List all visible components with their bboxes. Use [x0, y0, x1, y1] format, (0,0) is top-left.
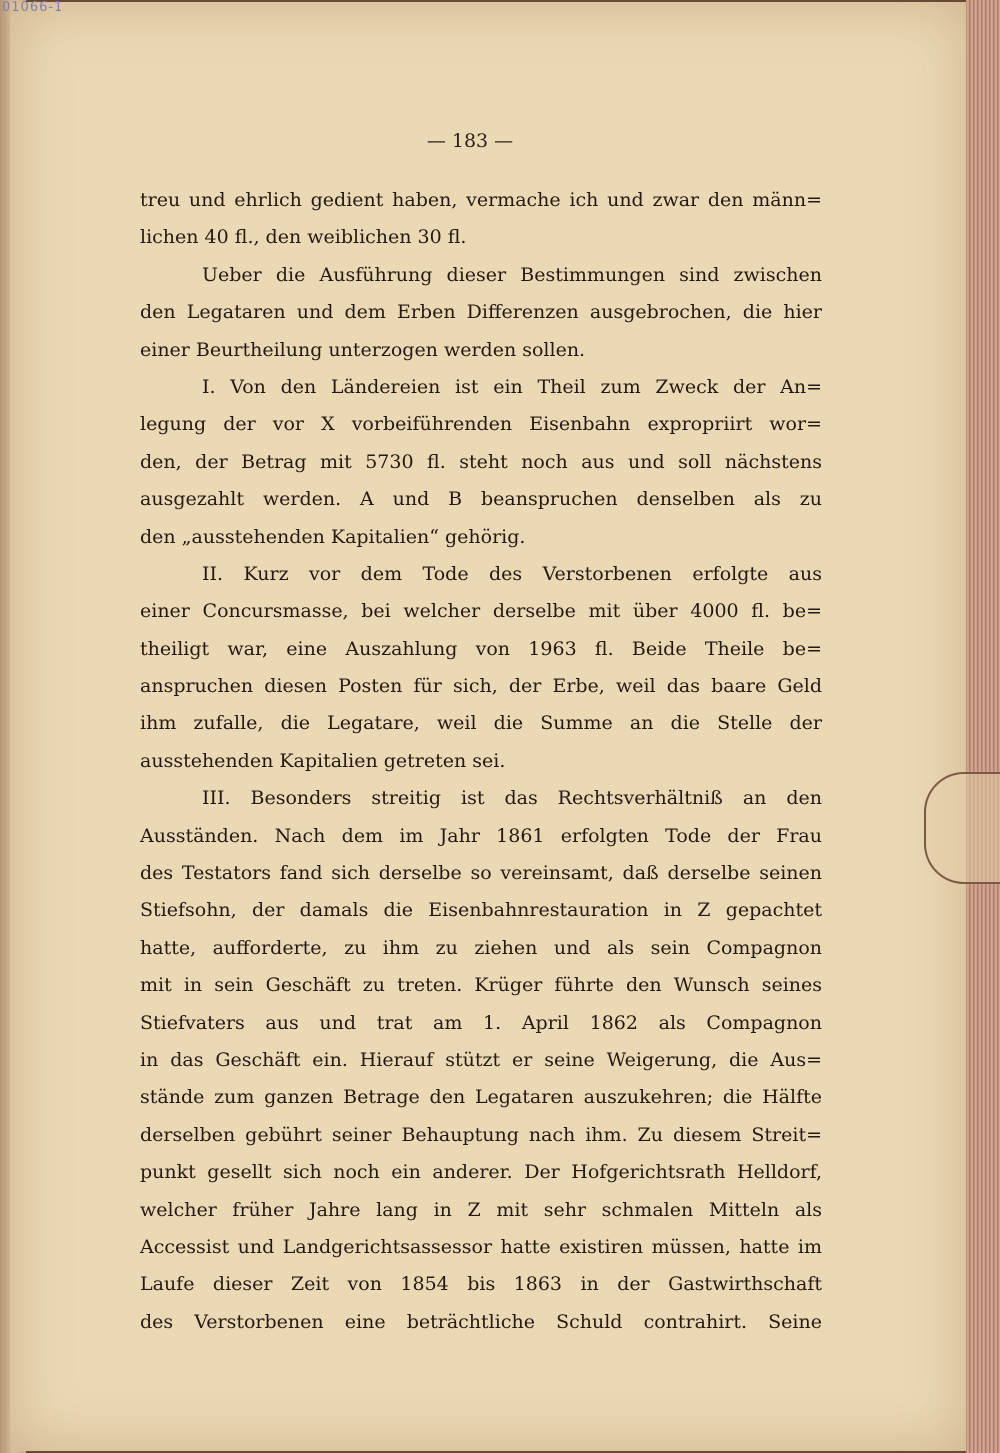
text-line: den „ausstehenden Kapitalien“ gehörig. [140, 525, 526, 548]
text-line: einer Concursmasse, bei welcher derselbe mit über 4000 fl. be= [140, 600, 822, 623]
text-line: Stiefvaters aus und trat am 1. April 1862 als Compagnon [140, 1011, 822, 1034]
text-line: des Testators fand sich derselbe so vereinsamt, daß derselbe seinen [140, 862, 822, 885]
text-line: anspruchen diesen Posten für sich, der Erbe, weil das baare Geld [140, 675, 822, 698]
text-line: in das Geschäft ein. Hierauf stützt er seine Weigerung, die Aus= [140, 1048, 822, 1071]
text-line: treu und ehrlich gedient haben, vermache ich und zwar den männ= [140, 189, 822, 211]
text-line: lichen 40 fl., den weiblichen 30 fl. [140, 226, 467, 249]
text-line: hatte, aufforderte, zu ihm zu ziehen und als sein Compagnon [140, 936, 822, 959]
text-line: einer Beurtheilung unterzogen werden sollen. [140, 338, 586, 361]
text-line: theiligt war, eine Auszahlung von 1963 fl. Beide Theile be= [140, 637, 822, 660]
text-line: Stiefsohn, der damals die Eisenbahnrestauration in Z gepachtet [140, 899, 822, 922]
page-number: — 183 — [426, 130, 514, 152]
text-line: Ausständen. Nach dem im Jahr 1861 erfolgten Tode der Frau [140, 824, 822, 847]
text-line: mit in sein Geschäft zu treten. Krüger führte den Wunsch seines [140, 974, 822, 997]
text-line: ihm zufalle, die Legatare, weil die Summe an die Stelle der [140, 712, 822, 735]
catalog-mark: 01066-1 [2, 0, 64, 15]
page-clip [924, 772, 1000, 884]
text-line: Ueber die Ausführung dieser Bestimmungen sind zwischen [202, 263, 822, 286]
text-line: derselben gebührt seiner Behauptung nach ihm. Zu diesem Streit= [140, 1123, 822, 1146]
text-line: Laufe dieser Zeit von 1854 bis 1863 in der Gastwirthschaft [140, 1273, 822, 1296]
page-edge [966, 0, 1000, 1453]
text-line: punkt gesellt sich noch ein anderer. Der Hofgerichtsrath Helldorf, [140, 1161, 822, 1184]
text-line: ausstehenden Kapitalien getreten sei. [140, 749, 506, 772]
text-line: welcher früher Jahre lang in Z mit sehr schmalen Mitteln als [140, 1198, 822, 1221]
text-line: Accessist und Landgerichtsassessor hatte existiren müssen, hatte im [140, 1235, 822, 1258]
text-line: den Legataren und dem Erben Differenzen ausgebrochen, die hier [140, 301, 822, 324]
text-line: des Verstorbenen eine beträchtliche Schuld contrahirt. Seine [140, 1310, 822, 1333]
body-text [140, 182, 822, 1341]
text-line: II. Kurz vor dem Tode des Verstorbenen erfolgte aus [202, 562, 822, 585]
text-line: ausgezahlt werden. A und B beanspruchen denselben als zu [140, 488, 822, 511]
text-line: I. Von den Ländereien ist ein Theil zum Zweck der An= [202, 375, 822, 398]
text-line: stände zum ganzen Betrage den Legataren auszukehren; die Hälfte [140, 1086, 822, 1109]
text-line: III. Besonders streitig ist das Rechtsverhältniß an den [202, 787, 822, 810]
text-line: legung der vor X vorbeiführenden Eisenbahn expropriirt wor= [140, 413, 822, 436]
text-line: den, der Betrag mit 5730 fl. steht noch aus und soll nächstens [140, 450, 822, 473]
